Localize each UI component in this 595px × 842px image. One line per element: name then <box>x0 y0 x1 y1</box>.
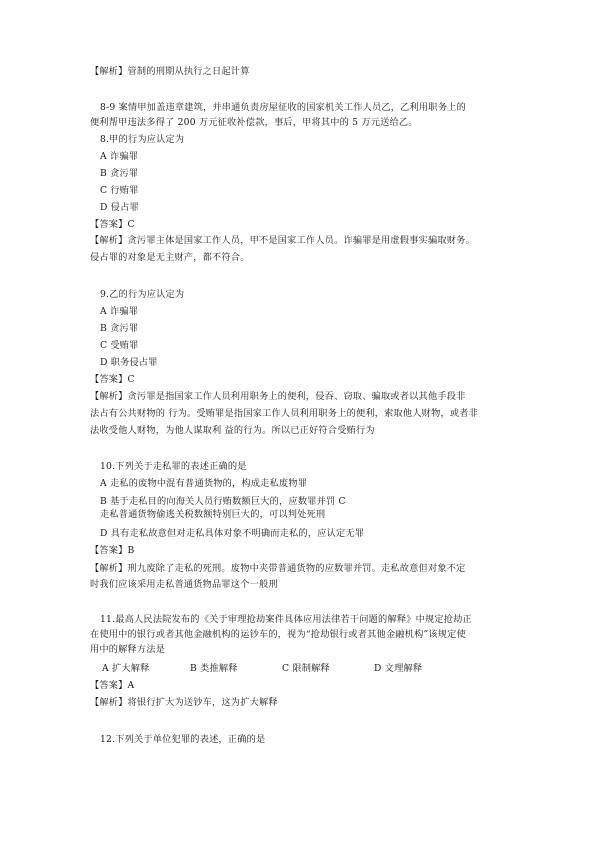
question-title: 11.最高人民法院发布的《关于审理抢劫案件具体应用法律若干问题的解释》中规定抢劫正 <box>100 614 472 625</box>
option: C 行贿罪 <box>100 185 139 196</box>
option: B 贪污罪 <box>100 168 139 179</box>
case-text: 便利帮甲违法多得了 200 万元征收补偿款，事后，甲将其中的 5 万元送给乙。 <box>90 117 418 128</box>
analysis-line: 【解析】将银行扩大为送钞车，这为扩大解释 <box>90 697 278 708</box>
option: D 侵占罪 <box>100 202 139 213</box>
analysis-line: 法收受他人财物，为他人谋取利 益的行为。所以已正好符合受贿行为 <box>90 425 375 436</box>
analysis-line: 【解析】贪污罪是指国家工作人员利用职务上的便利，侵吞、窃取、骗取或者以其他手段非 <box>90 391 466 402</box>
analysis-line: 法占有公共财物的 行为。受贿罪是指国家工作人员利用职务上的便利，索取他人财物，或者非 <box>90 408 479 419</box>
option: B 类推解释 <box>190 663 238 674</box>
question-text: 用中的解释方法是 <box>90 644 166 655</box>
option: D 具有走私故意但对走私具体对象不明确而走私的，应认定无罪 <box>100 528 365 539</box>
option: C 限制解释 <box>282 663 330 674</box>
analysis-line: 【解析】管制的刑期从执行之日起计算 <box>90 66 250 77</box>
option: A 诈骗罪 <box>100 151 139 162</box>
option: A 扩大解释 <box>102 663 150 674</box>
option: 走私普通货物偷逃关税数额特别巨大的，可以判处死刑 <box>100 509 326 520</box>
option: B 贪污罪 <box>100 323 139 334</box>
option: A 诈骗罪 <box>100 306 139 317</box>
question-title: 9.乙的行为应认定为 <box>100 289 185 300</box>
analysis-line: 【解析】刑九废除了走私的死刑。废物中夹带普通货物的应数罪并罚。走私故意但对象不定 <box>90 563 466 574</box>
option: D 文理解释 <box>374 663 423 674</box>
question-title: 10.下列关于走私罪的表述正确的是 <box>100 461 247 472</box>
question-title: 8.甲的行为应认定为 <box>100 134 185 145</box>
answer-line: 【答案】C <box>90 219 135 230</box>
answer-line: 【答案】C <box>90 374 135 385</box>
analysis-line: 【解析】贪污罪主体是国家工作人员，甲不是国家工作人员。诈骗罪是用虚假事实骗取财务。 <box>90 235 475 246</box>
option: A 走私的废物中混有普通货物的，构成走私废物罪 <box>100 478 308 489</box>
case-text: 8-9 案情甲加盖违章建筑，并串通负责房屋征收的国家机关工作人员乙，乙利用职务上的 <box>100 102 466 113</box>
question-text: 在使用中的银行或者其他金融机构的运钞车的，视为“抢劫银行或者其他金融机构”该规定使 <box>90 629 466 640</box>
answer-line: 【答案】B <box>90 545 135 556</box>
analysis-line: 侵占罪的对象是无主财产，都不符合。 <box>90 252 250 263</box>
question-title: 12.下列关于单位犯罪的表述，正确的是 <box>100 734 266 745</box>
option: D 职务侵占罪 <box>100 357 158 368</box>
option: C 受贿罪 <box>100 340 139 351</box>
answer-line: 【答案】A <box>90 680 135 691</box>
analysis-line: 时我们应该采用走私普通货物品罪这个一般刑 <box>90 579 278 590</box>
option: B 基于走私目的向海关人员行贿数额巨大的，应数罪并罚 C <box>100 496 346 507</box>
